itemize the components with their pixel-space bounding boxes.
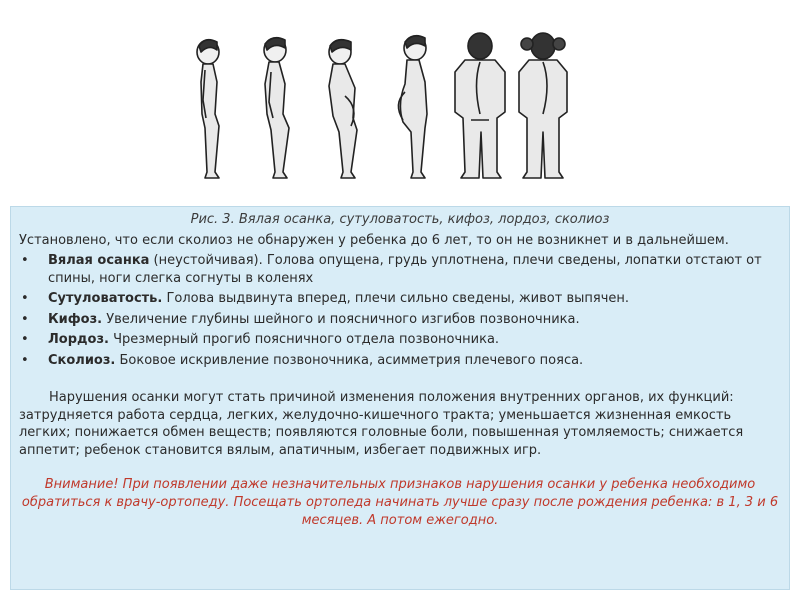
desc-stoop: Голова выдвинута вперед, плечи сильно сведены, живот выпячен.: [162, 291, 630, 306]
term-flaccid: Вялая осанка: [48, 253, 150, 268]
figure-scoliosis-girl: [519, 33, 567, 178]
desc-kyphosis: Увеличение глубины шейного и поясничного изгибов позвоночника.: [102, 311, 580, 327]
list-item-lordosis: [19, 331, 781, 349]
desc-lordosis: Чрезмерный прогиб поясничного отдела позвоночника.: [108, 332, 500, 347]
consequences-paragraph: Нарушения осанки могут стать причиной изменения положения внутренних органов, их функций: затрудняется работа сердца, легких, желудочно-кишечного тракта; уменьшается жизненная емкость легких; понижается обмен веществ; появляются головные боли, повышенная утомляемость; снижается аппетит; ребенок становится вялым, апатичным, избегает подвижных игр.: [19, 390, 744, 458]
term-kyphosis: Кифоз.: [48, 311, 103, 327]
bullet: •: [21, 332, 29, 347]
list-item-stoop: [19, 290, 781, 308]
list-item-flaccid: [19, 252, 781, 287]
figure-scoliosis-boy: [455, 33, 505, 178]
bullet: •: [21, 291, 29, 306]
bullet: •: [21, 253, 29, 268]
bullet: •: [21, 311, 29, 327]
term-lordosis: Лордоз.: [48, 332, 109, 347]
posture-illustration: [175, 22, 575, 198]
term-scoliosis: Сколиоз.: [48, 352, 116, 368]
figure-kyphosis: [329, 40, 357, 178]
children-posture-icon: [175, 22, 575, 198]
list-item-kyphosis: [19, 311, 781, 329]
posture-types-list: [19, 252, 781, 369]
list-item-scoliosis: [19, 352, 781, 370]
text-panel: [10, 206, 790, 590]
desc-flaccid: (неустойчивая). Голова опущена, грудь уплотнена, плечи сведены, лопатки отстают от спины, ноги слегка согнуты в коленях: [48, 253, 762, 286]
intro-text: Установлено, что если сколиоз не обнаружен у ребенка до 6 лет, то он не возникнет и в дальнейшем.: [19, 232, 729, 248]
warning-text: Внимание! При появлении даже незначительных признаков нарушения осанки у ребенка необходимо обратиться к врачу-ортопеду. Посещать ортопеда начинать лучше сразу после рождения ребенка: в 1, 3 и 6 месяцев. А потом ежегодно.: [21, 477, 779, 528]
figure-caption: Рис. 3. Вялая осанка, сутуловатость, кифоз, лордоз, сколиоз: [190, 212, 610, 227]
desc-scoliosis: Боковое искривление позвоночника, асимметрия плечевого пояса.: [115, 352, 584, 368]
term-stoop: Сутуловатость.: [48, 291, 163, 306]
figure-flat-back: [197, 40, 219, 178]
bullet: •: [21, 352, 29, 368]
figure-lordosis: [398, 36, 427, 178]
figure-stooped: [264, 38, 289, 178]
